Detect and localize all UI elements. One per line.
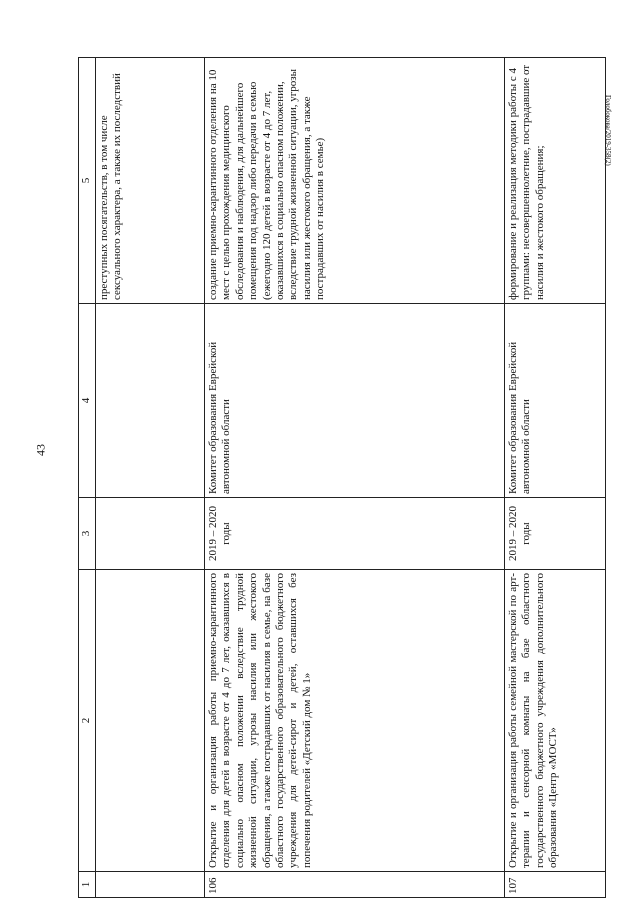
expected-result: создание приемно-карантинного отделения на 10 мест с целью прохождения медицинского обследования и наблюдения, для дальнейшего помещения под надзор либо передачи в семью (ежегодно 120 детей в возрасте от 4 до 7 лет, оказавшихся в социально опасном положении, вследствие трудной жизненной ситуации, угрозы насилия или жестокого обращения, а также пострадавших от насилия в семье) [205,58,505,304]
header-col-2: 2 [79,570,96,872]
measures-table [78,57,606,898]
header-col-5: 5 [79,58,96,304]
event-description: Открытие и организация работы семейной мастерской по арт-терапии и сенсорной комнаты на базе областного государственного бюджетного учреждения дополнительного образования «Центр «МОСТ» [505,570,606,872]
implementation-term: 2019 – 2020 годы [505,498,606,570]
document-code: Голобокова/2019-358(2) [604,95,612,166]
header-col-4: 4 [79,304,96,498]
cont-result-cell: преступных посягательств, в том числе сексуального характера, а также их последствий [96,58,205,304]
table-row-continuation [96,58,205,898]
row-number: 106 [205,872,505,898]
executor: Комитет образования Еврейской автономной области [205,304,505,498]
event-description: Открытие и организация работы приемно-карантинного отделения для детей в возрасте от 4 до 7 лет, оказавшихся в социально опасном положении вследствие трудной жизненной ситуации, угрозы насилия или жестокого обращения, а также пострадавших от насилия в семье, на базе областного государственного образовательного бюджетного учреждения для детей-сирот и детей, оставшихся без попечения родителей «Детский дом № 1» [205,570,505,872]
cont-event-cell [96,570,205,872]
page-number: 43 [33,444,48,456]
implementation-term: 2019 – 2020 годы [205,498,505,570]
table-row [205,58,505,898]
row-number: 107 [505,872,606,898]
table-container [78,58,606,898]
header-col-3: 3 [79,498,96,570]
header-col-1: 1 [79,872,96,898]
rotated-sheet [78,58,606,898]
table-row [505,58,606,898]
cont-num-cell [96,872,205,898]
expected-result: формирование и реализация методики работы с 4 группами: несовершеннолетние, пострадавшие от насилия и жестокого обращения; [505,58,606,304]
cont-term-cell [96,498,205,570]
header-row [79,58,96,898]
executor: Комитет образования Еврейской автономной области [505,304,606,498]
cont-executor-cell [96,304,205,498]
